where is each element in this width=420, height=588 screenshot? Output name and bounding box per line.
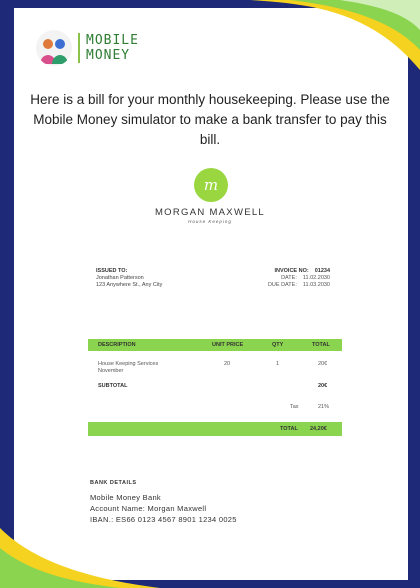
tax-value: 21% [318,404,330,410]
logo-line-2: MONEY [86,48,131,63]
issued-to-name: Jonathan Patterson [96,275,144,281]
item-unit-price: 20 [224,361,231,367]
people-logo-icon [36,30,72,66]
account-name: Account Name: Morgan Maxwell [90,504,207,513]
issued-to-block [96,268,162,289]
top-right-wave-decoration [220,0,420,80]
item-description-line2: November [98,368,124,374]
item-description [98,361,158,375]
invoice-date: 11.02.2030 [302,275,330,281]
table-header [88,339,342,351]
logo-line-1: MOBILE [86,33,139,48]
header-unit-price: UNIT PRICE [212,342,244,348]
issued-to-title: ISSUED TO: [96,268,128,274]
mobile-money-logo [36,30,139,66]
item-total: 20€ [318,361,328,367]
total-bar [88,422,342,436]
item-description-line1: House Keeping Services [98,361,159,367]
invoice-no-label: INVOICE NO: [274,268,309,274]
bank-name: Mobile Money Bank [90,493,161,502]
subtotal-label: SUBTOTAL [98,383,128,389]
invoice-no: 01234 [314,268,330,274]
invoice-due: 11.03.2030 [302,282,330,288]
total-value: 24,20€ [310,426,327,432]
brand-name: MORGAN MAXWELL [154,207,266,218]
logo-divider [78,33,80,63]
brand-subtitle: House Keeping [188,219,232,224]
issued-to-address: 123 Anywhere St., Any City [96,282,163,288]
invoice-date-label: DATE: [281,275,297,281]
brand-monogram-icon: m [194,168,228,202]
intro-text: Here is a bill for your monthly housekeeping. Please use the Mobile Money simulator to make a bank transfer to pay this bill. [30,92,390,147]
header-description: DESCRIPTION [98,342,136,348]
logo-text [86,33,139,63]
bank-details [90,478,237,525]
bank-details-title: BANK DETAILS [90,480,137,486]
iban: IBAN.: ES66 0123 4567 8901 1234 0025 [90,515,237,524]
total-label: TOTAL [280,426,298,432]
invoice-due-label: DUE DATE: [267,282,297,288]
bottom-left-wave-decoration [0,528,160,588]
invoice-meta [238,268,330,289]
header-total: TOTAL [312,342,330,348]
header-qty: QTY [272,342,284,348]
subtotal-value: 20€ [318,383,328,389]
item-qty: 1 [276,361,280,367]
tax-label: Tax [290,404,299,410]
